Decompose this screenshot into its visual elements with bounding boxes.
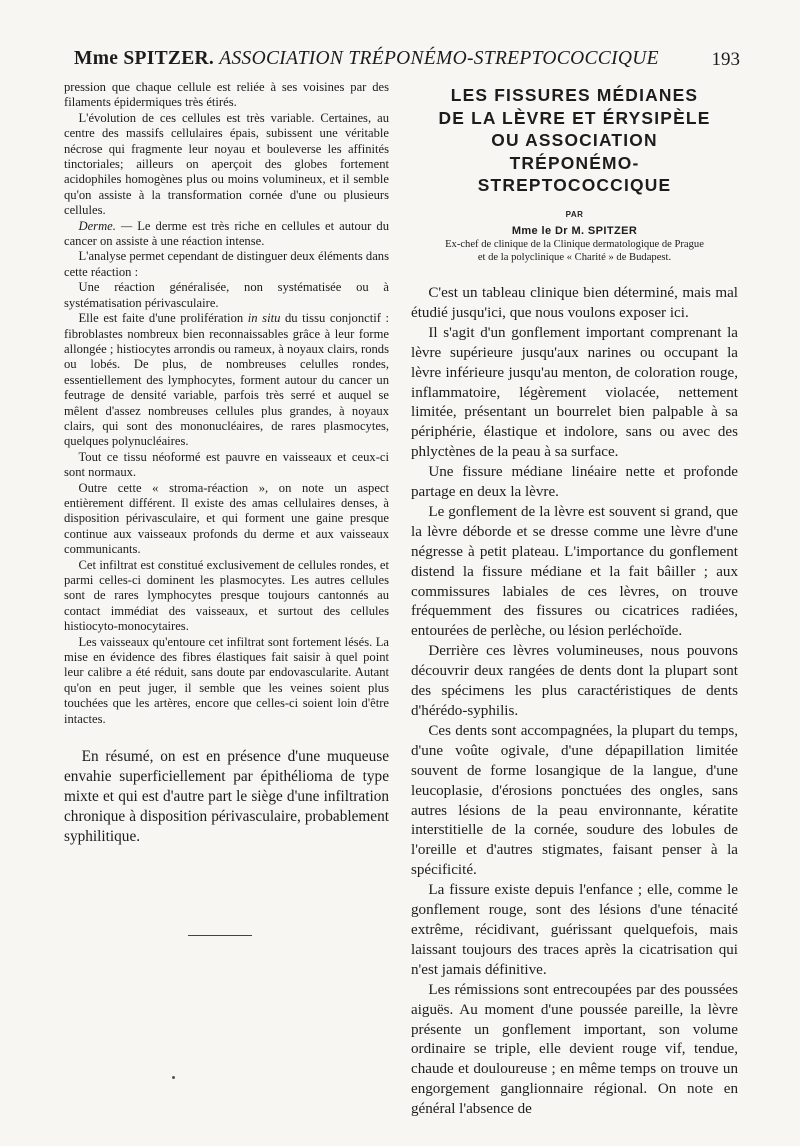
author-byline: Mme le Dr M. SPITZER bbox=[511, 224, 638, 237]
title-line: TRÉPONÉMO- bbox=[509, 152, 640, 173]
paragraph-text: Le derme est très riche en cellules et autour du cancer on assiste à une réaction intense. bbox=[64, 218, 389, 249]
paragraph: Outre cette « stroma-réaction », on note un aspect entièrement différent. Il existe des amas cellulaires denses, à disposition périvasculaire, et qui forment une gaine presque continue aux vaisseaux profonds du derme et aux vaisseaux communicants. bbox=[64, 480, 389, 557]
section-end-rule bbox=[188, 935, 252, 936]
paragraph: Ces dents sont accompagnées, la plupart du temps, d'une voûte ogivale, d'une dépapillation limitée souvent de forme losangique de la langue, d'une leucoplasie, d'érosions ponctuées des ongles, sans autres lésions de la peau environnante, kératite interstitielle de la cornée, soudure des lobules de l'oreille et d'autres stigmates, faisant penser à la spécificité. bbox=[411, 722, 738, 879]
title-line: LES FISSURES MÉDIANES bbox=[450, 85, 699, 105]
paragraph-derme bbox=[64, 219, 389, 250]
header-running-title: ASSOCIATION TRÉPONÉMO-STREPTOCOCCIQUE bbox=[219, 48, 659, 69]
article-title bbox=[411, 84, 738, 197]
paragraph: Les vaisseaux qu'entoure cet infiltrat sont fortement lésés. La mise en évidence des fibres élastiques fait saisir à quel point leur calibre a été réduit, sans doute par endovascularite. Autant qu'on en peut juger, il semble que les veines soient plus touchées que les artères, encore que celles-ci soient loin d'être intactes. bbox=[64, 634, 389, 726]
paragraph: La fissure existe depuis l'enfance ; elle, comme le gonflement rouge, sont des lésions d'une ténacité extrême, récidivant, guérissant quelquefois, mais laissant toujours des traces après la cicatrisation qui n'est jamais définitive. bbox=[411, 882, 738, 978]
paragraph: Les rémissions sont entrecoupées par des poussées aiguës. Au moment d'une poussée pareille, la lèvre présente un gonflement important, son volume ordinaire se triple, elle devient rouge vif, tendue, chaude et douloureuse ; en même temps on trouve un engorgement ganglionnaire régional. On note en général l'absence de bbox=[411, 981, 738, 1118]
par-label: PAR bbox=[565, 209, 584, 219]
paragraph: Elle est faite d'une prolifération in situ du tissu conjonctif : fibroblastes nombreux bien reconnaissables grâce à leur forme allongée ; histiocytes arrondis ou rameux, à noyaux clairs, ronds ou lobés. De plus, de nombreuses celulles rondes, essentiellement des lymphocytes, forment autour du cancer un feutrage de densité variable, parfois très serré et auquel se mêlent d'assez nombreuses cellules plus grandes, à noyaux clairs, qui sont des mononucléaires, de rares plasmocytes, quelques polynucléaires. bbox=[64, 311, 390, 449]
left-column bbox=[64, 80, 389, 1079]
author-affiliation bbox=[411, 238, 738, 264]
affiliation-line: et de la polyclinique « Charité » de Budapest. bbox=[477, 251, 672, 263]
paragraph: C'est un tableau clinique bien déterminé, mais mal étudié jusqu'ici, que nous voulons exposer ici. bbox=[411, 284, 738, 321]
title-line: OU ASSOCIATION bbox=[491, 130, 658, 151]
page-number: 193 bbox=[711, 49, 740, 70]
paragraph: Derrière ces lèvres volumineuses, nous pouvons découvrir deux rangées de dents dont la plupart sont des spécimens les plus caractéristiques de dents d'hérédo-syphilis. bbox=[411, 643, 738, 719]
paragraph: Une réaction généralisée, non systématisée ou à systématisation périvasculaire. bbox=[64, 280, 389, 310]
header-author: Mme SPITZER. bbox=[74, 48, 215, 69]
paragraph: Cet infiltrat est constitué exclusivement de cellules rondes, et parmi celles-ci dominent les plasmocytes. Les autres cellules sont de rares lymphocytes presque toujours cantonnés au contact immédiat des vaisseaux, et surtout des cellules histiocyto-monocytaires. bbox=[64, 557, 389, 634]
derme-label: Derme. — bbox=[78, 218, 133, 233]
paragraph: Le gonflement de la lèvre est souvent si grand, que la lèvre déborde et se dresse comme une lèvre d'une négresse à petit plateau. L'importance du gonflement distend la fissure médiane et la fait bâiller ; aux commissures labiales de ces lèvres, on trouve fréquemment des fissures ou cicatrices radiées, entourées de perlèche, ou lésion perléchoïde. bbox=[411, 503, 738, 640]
right-column bbox=[411, 80, 738, 1120]
conclusion-paragraph: En résumé, on est en présence d'une muqueuse envahie superficiellement par épithélioma de type mixte et qui est d'autre part le siège d'une infiltration chronique à disposition périvasculaire, probablement syphilitique. bbox=[64, 748, 389, 846]
paragraph: Une fissure médiane linéaire nette et profonde partage en deux la lèvre. bbox=[411, 464, 738, 501]
paragraph: Il s'agit d'un gonflement important comprenant la lèvre supérieure jusqu'aux narines ou occupant la lèvre inférieure jusqu'au menton, de coloration rouge, inflammatoire, légèrement violacée, nettement limitée, présentant un bourrelet bien palpable à sa périphérie, élastique et indolore, sans ou avec des phlyctènes de la peau à sa surface. bbox=[411, 324, 738, 461]
paragraph: Tout ce tissu néoformé est pauvre en vaisseaux et ceux-ci sont normaux. bbox=[64, 449, 389, 480]
paragraph: L'évolution de ces cellules est très variable. Certaines, au centre des massifs cellulaires épais, subissent une véritable nécrose qui fragmente leur noyau et bouleverse les affinités tinctoriales; ailleurs on aperçoit des globes fortement acidophiles homogènes plus ou moins volumineux, et il semble qu'on assiste à la transformation cornée d'une ou plusieurs cellules. bbox=[64, 110, 389, 218]
paragraph: pression que chaque cellule est reliée à ses voisines par des filaments épidermiques très étirés. bbox=[64, 80, 389, 110]
article-body bbox=[411, 284, 738, 1120]
affiliation-line: Ex-chef de clinique de la Clinique dermatologique de Prague bbox=[445, 238, 704, 250]
title-line: DE LA LÈVRE ET ÉRYSIPÈLE bbox=[438, 107, 711, 128]
running-header bbox=[74, 48, 740, 78]
in-situ-term: in situ bbox=[247, 311, 281, 326]
paragraph: L'analyse permet cependant de distinguer deux éléments dans cette réaction : bbox=[64, 249, 389, 279]
title-line: STREPTOCOCCIQUE bbox=[477, 175, 672, 196]
running-title bbox=[74, 48, 659, 70]
print-speck bbox=[172, 1076, 175, 1079]
